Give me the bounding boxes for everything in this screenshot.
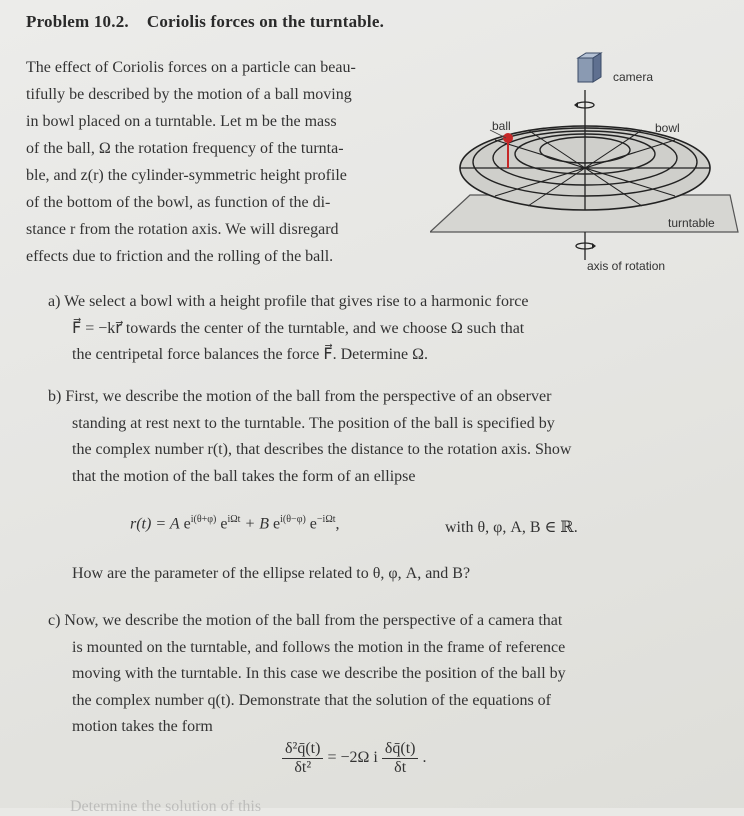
eq-numerator: δq̄(t) <box>382 740 419 759</box>
intro-paragraph <box>26 54 426 270</box>
turntable-figure <box>430 50 740 280</box>
intro-line: The effect of Coriolis forces on a particle can beau- <box>26 59 356 76</box>
part-b-line: that the motion of the ball takes the form of an ellipse <box>72 467 416 485</box>
eq-exp: −iΩt <box>316 514 336 525</box>
camera-side <box>593 53 601 82</box>
part-c-line: c) Now, we describe the motion of the ball from the perspective of a camera that <box>48 612 563 629</box>
turntable-label: turntable <box>668 216 715 230</box>
ellipse-equation: r(t) = A $e^{i(\theta+\varphi)}$ $e^{i\Omega t} + B$ $e^{i(\theta-\varphi)}$ $e^{-i\Omega t}$, <box>130 514 340 533</box>
intro-line: in bowl placed on a turntable. Let m be the mass <box>26 113 337 130</box>
part-b-question: How are the parameter of the ellipse related to θ, φ, A, and B? <box>72 565 471 582</box>
turntable-diagram <box>430 50 740 280</box>
part-a-line: F⃗ = −kr⃗ towards the center of the turntable, and we choose Ω such that <box>72 319 525 337</box>
bowl-label: bowl <box>655 121 680 135</box>
eq-middle: = −2Ω i <box>327 749 378 767</box>
part-c-line: motion takes the form <box>72 718 213 735</box>
motion-equation <box>282 740 426 777</box>
part-b-line: standing at rest next to the turntable. The position of the ball is specified by <box>72 414 555 432</box>
cutoff-text: Determine the solution of this <box>70 798 262 815</box>
eq-denominator: δt <box>394 759 407 776</box>
problem-number: Problem 10.2. <box>26 12 129 31</box>
eq-lhs: r(t) = A <box>130 515 180 533</box>
camera-icon <box>578 58 593 82</box>
intro-line: stance r from the rotation axis. We will disregard <box>26 221 339 238</box>
intro-line: effects due to friction and the rolling of the ball. <box>26 248 334 265</box>
problem-heading: Coriolis forces on the turntable. <box>146 12 385 31</box>
rotation-arrowhead-icon <box>574 102 578 108</box>
ball-label: ball <box>492 119 511 133</box>
part-c-line: the complex number q(t). Demonstrate that the solution of the equations of <box>72 691 551 709</box>
ellipse-condition: with θ, φ, A, B ∈ ℝ. <box>445 519 578 536</box>
eq-numerator: δ²q̄(t) <box>282 740 323 759</box>
part-a-line: a) We select a bowl with a height profile that gives rise to a harmonic force <box>48 293 529 310</box>
problem-title <box>26 12 384 32</box>
eq-mid: + B <box>244 515 270 533</box>
part-c <box>48 608 688 741</box>
eq-end: . <box>422 749 427 767</box>
eq-exp: iΩt <box>227 514 241 525</box>
part-c-line: is mounted on the turntable, and follows the motion in the frame of reference <box>72 638 566 656</box>
axis-label: axis of rotation <box>587 259 666 273</box>
rotation-arrowhead-lower-icon <box>592 243 596 249</box>
intro-line: tifully be described by the motion of a ball moving <box>26 86 352 103</box>
part-b-line: b) First, we describe the motion of the ball from the perspective of an observer <box>48 388 552 405</box>
eq-exp: i(θ+φ) <box>190 514 217 525</box>
part-b-line: the complex number r(t), that describes the distance to the rotation axis. Show <box>72 441 572 458</box>
part-a <box>48 289 688 369</box>
eq-fraction <box>282 740 323 777</box>
eq-denominator: δt² <box>294 759 312 776</box>
eq-fraction <box>382 740 419 777</box>
intro-line: ble, and z(r) the cylinder-symmetric height profile <box>26 167 347 184</box>
part-b <box>48 384 688 490</box>
ball <box>503 133 513 143</box>
camera-label: camera <box>613 70 654 84</box>
eq-exp: i(θ−φ) <box>280 514 306 525</box>
part-a-line: the centripetal force balances the force F⃗. Determine Ω. <box>72 346 429 363</box>
part-c-line: moving with the turntable. In this case we describe the position of the ball by <box>72 665 566 682</box>
intro-line: of the ball, Ω the rotation frequency of the turnta- <box>26 140 344 157</box>
intro-line: of the bottom of the bowl, as function of the di- <box>26 194 331 211</box>
